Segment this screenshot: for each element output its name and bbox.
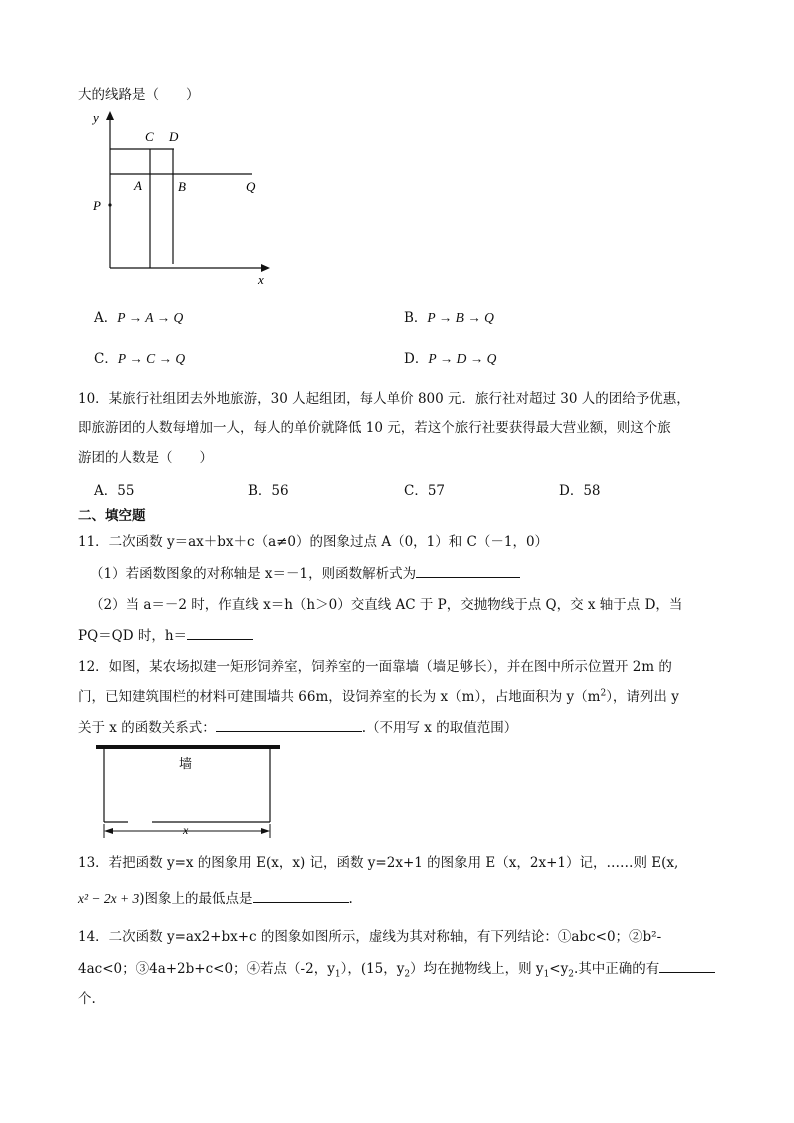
q10-line1: 10．某旅行社组团去外地旅游，30 人起组团，每人单价 800 元．旅行社对超过 30 人的团给予优惠， (78, 391, 690, 407)
q10-option-b: B．56 (248, 483, 289, 499)
q14-blank[interactable] (659, 958, 715, 973)
q12-line2: 门，已知建筑围栏的材料可建围墙共 66m，设饲养室的长为 x（m），占地面积为 $y(m^2)$，请列出 y (78, 688, 679, 705)
q13-line1: 13．若把函数 y=x 的图象用 E(x，x) 记，函数 y=2x+1 的图象用 E（x，2x+1）记，……则 E(x, (78, 855, 679, 871)
label-d: D (169, 129, 179, 144)
length-x-label: x (183, 823, 189, 837)
q9-option-c: C．P → C → Q (94, 351, 186, 367)
label-p: P (93, 198, 101, 213)
q11-stem: 11．二次函数 y＝ax＋bx＋c（a≠0）的图象过点 A（0，1）和 C（－1，0） (78, 534, 549, 550)
q11-part2-blank[interactable] (187, 625, 253, 640)
dimension-arrow-right (261, 828, 270, 834)
q12-line1: 12．如图，某农场拟建一矩形饲养室，饲养室的一面靠墙（墙足够长），并在图中所示位置开 2m 的 (78, 659, 672, 675)
label-c: C (145, 129, 154, 144)
q9-stem-tail: 大的线路是（ ） (78, 87, 200, 103)
q12-pen-figure (94, 742, 284, 842)
dimension-arrow-left (104, 828, 113, 834)
label-q: Q (246, 179, 256, 194)
x-axis-arrow (261, 264, 270, 272)
section-title-fill-in: 二、填空题 (78, 508, 146, 524)
q14-line2: 4ac<0；③4a+2b+c<0；④若点（-2，$y_1$），(15，$y_2$）均在抛物线上，则 $y_1<y_2$.其中正确的有 (78, 957, 715, 980)
q11-part1-blank[interactable] (416, 563, 520, 578)
q10-option-d: D．58 (559, 483, 601, 499)
q12-blank[interactable] (216, 717, 362, 732)
x-label: x (258, 272, 264, 287)
q13-blank[interactable] (253, 888, 349, 903)
q11-part2-line2: PQ＝QD 时，h＝ (78, 624, 253, 644)
q13-expression: x² − 2x + 3 (78, 891, 140, 906)
q9-route-graph (86, 108, 276, 290)
q9-option-b: B．P → B → Q (404, 310, 494, 326)
q10-line2: 即旅游团的人数每增加一人，每人的单价就降低 10 元，若这个旅行社要获得最大营业额，则这个旅 (78, 420, 671, 436)
q10-option-a: A．55 (94, 483, 135, 499)
q11-part1: （1）若函数图象的对称轴是 x＝－1，则函数解析式为 (90, 562, 520, 582)
y-label: y (93, 110, 99, 125)
y-axis-arrow (106, 111, 114, 120)
q10-line3: 游团的人数是（ ） (78, 450, 213, 466)
q12-line3: 关于 x 的函数关系式： .（不用写 x 的取值范围） (78, 716, 517, 736)
wall-label: 墙 (179, 756, 193, 771)
q10-option-c: C．57 (404, 483, 446, 499)
label-a: A (134, 178, 142, 193)
q9-option-d: D．P → D → Q (404, 351, 497, 367)
q11-part2-line1: （2）当 a＝－2 时，作直线 x＝h（h＞0）交直线 AC 于 P，交抛物线于点 Q，交 x 轴于点 D，当 (90, 597, 683, 613)
point-p-dot (108, 203, 111, 206)
label-b: B (178, 179, 186, 194)
q14-line3: 个. (78, 991, 96, 1007)
q9-option-a: A．P → A → Q (94, 310, 184, 326)
q14-line1: 14．二次函数 y=ax2+bx+c 的图象如图所示，虚线为其对称轴，有下列结论：①abc<0；②b²- (78, 929, 662, 945)
q13-line2: x² − 2x + 3)图象上的最低点是 . (78, 887, 353, 907)
